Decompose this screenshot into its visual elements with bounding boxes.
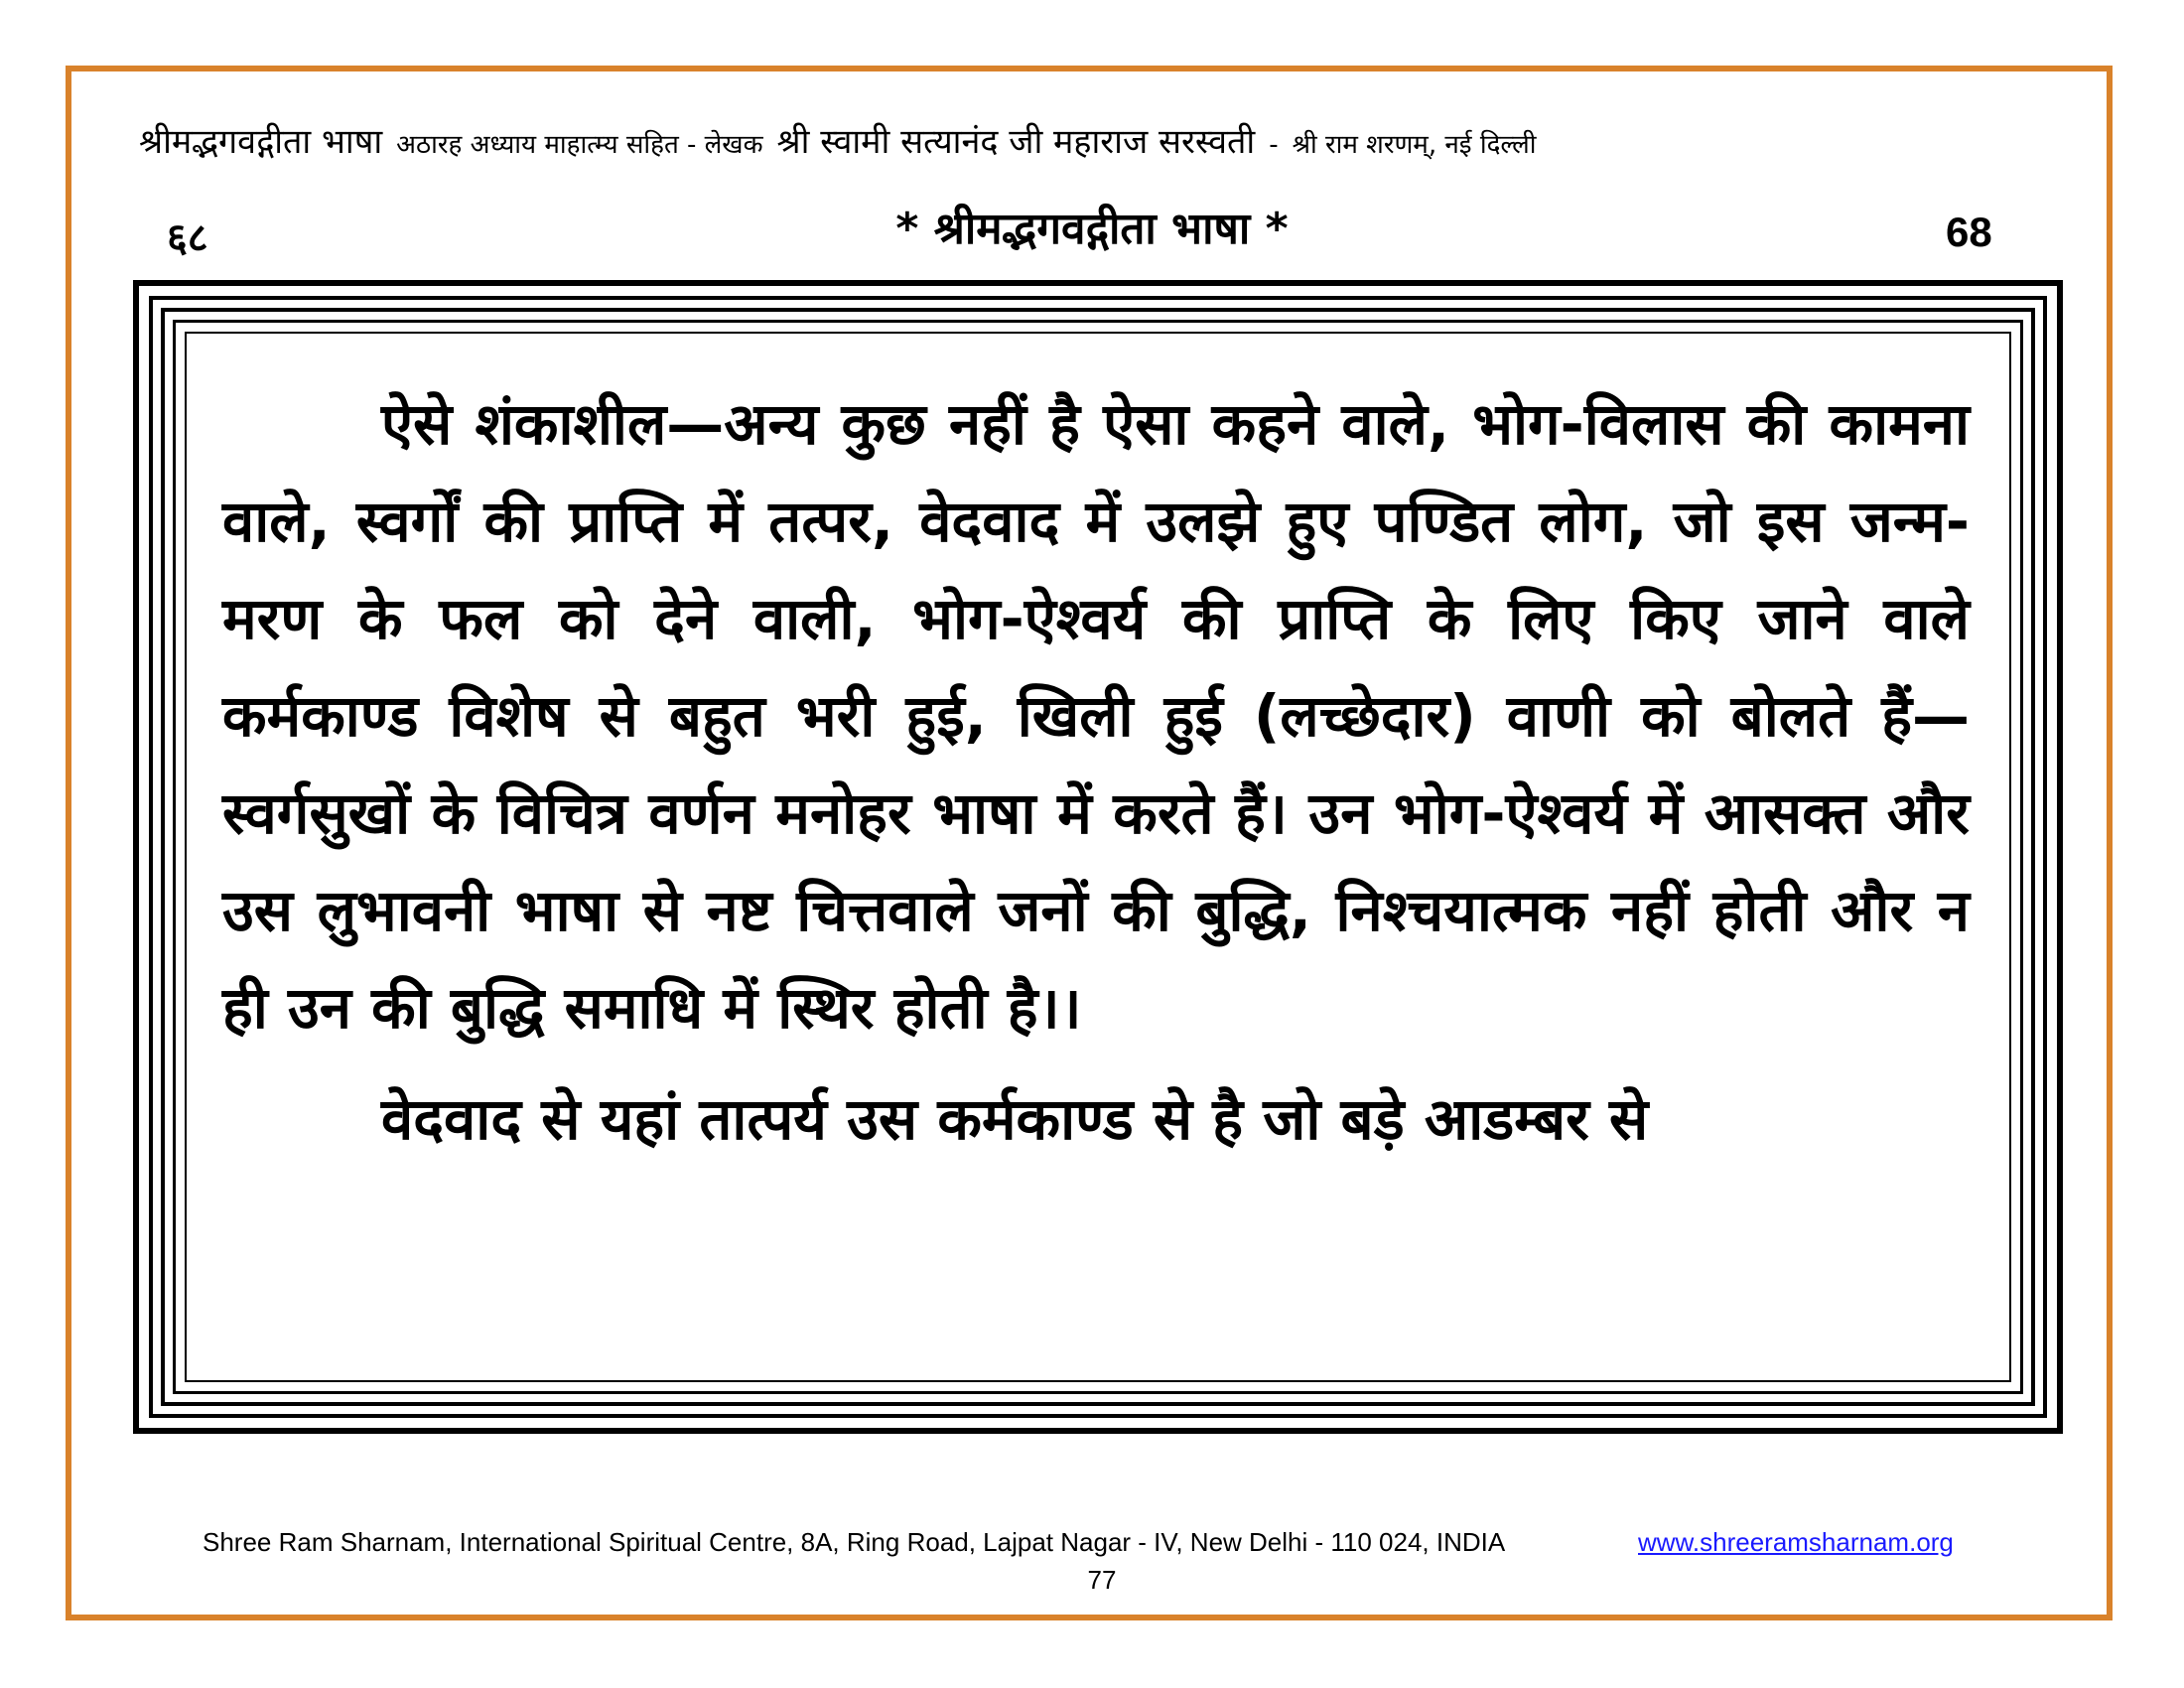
page-number-arabic: 68	[1946, 209, 1992, 255]
footer-page-number: 77	[1087, 1565, 1117, 1595]
paragraph: ऐसे शंकाशील—अन्य कुछ नहीं है ऐसा कहने वाले, भोग-विलास की कामना वाले, स्वर्गों की प्राप्ति में तत्पर, वेदवाद में उलझे हुए पण्डित लोग, जो इस जन्म-मरण के फल को देने वाली, भोग-ऐश्वर्य की प्राप्ति के लिए किए जाने वाले कर्मकाण्ड विशेष से बहुत भरी हुई, खिली हुई (लच्छेदार) वाणी को बोलते हैं—स्वर्गसुखों के विचित्र वर्णन मनोहर भाषा में करते हैं। उन भोग-ऐश्वर्य में आसक्त और उस लुभावनी भाषा से नष्ट चित्तवाले जनों की बुद्धि, निश्चयात्मक नहीं होती और न ही उन की बुद्धि समाधि में स्थिर होती है।।	[222, 390, 1970, 1042]
website-link[interactable]: www.shreeramsharnam.org	[1638, 1527, 1954, 1557]
footer-address: Shree Ram Sharnam, International Spiritual Centre, 8A, Ring Road, Lajpat Nagar - IV, New Delhi - 110 024, INDIA	[203, 1527, 1506, 1557]
author-name: श्री स्वामी सत्यानंद जी महाराज सरस्वती	[776, 122, 1256, 162]
publisher-name: श्री राम शरणम्, नई दिल्ली	[1292, 130, 1537, 160]
paragraph: वेदवाद से यहां तात्पर्य उस कर्मकाण्ड से है जो बड़े आडम्बर से	[381, 1085, 1649, 1153]
book-title: श्रीमद्भगवद्गीता भाषा	[139, 122, 383, 162]
header-separator: -	[1269, 130, 1279, 160]
page-number-devanagari: ६८	[167, 215, 208, 261]
document-header	[139, 117, 2065, 173]
running-title: * श्रीमद्भगवद्गीता भाषा *	[895, 204, 1289, 254]
body-text	[222, 375, 1970, 1168]
book-subtitle: अठारह अध्याय माहात्म्य सहित - लेखक	[396, 130, 763, 160]
